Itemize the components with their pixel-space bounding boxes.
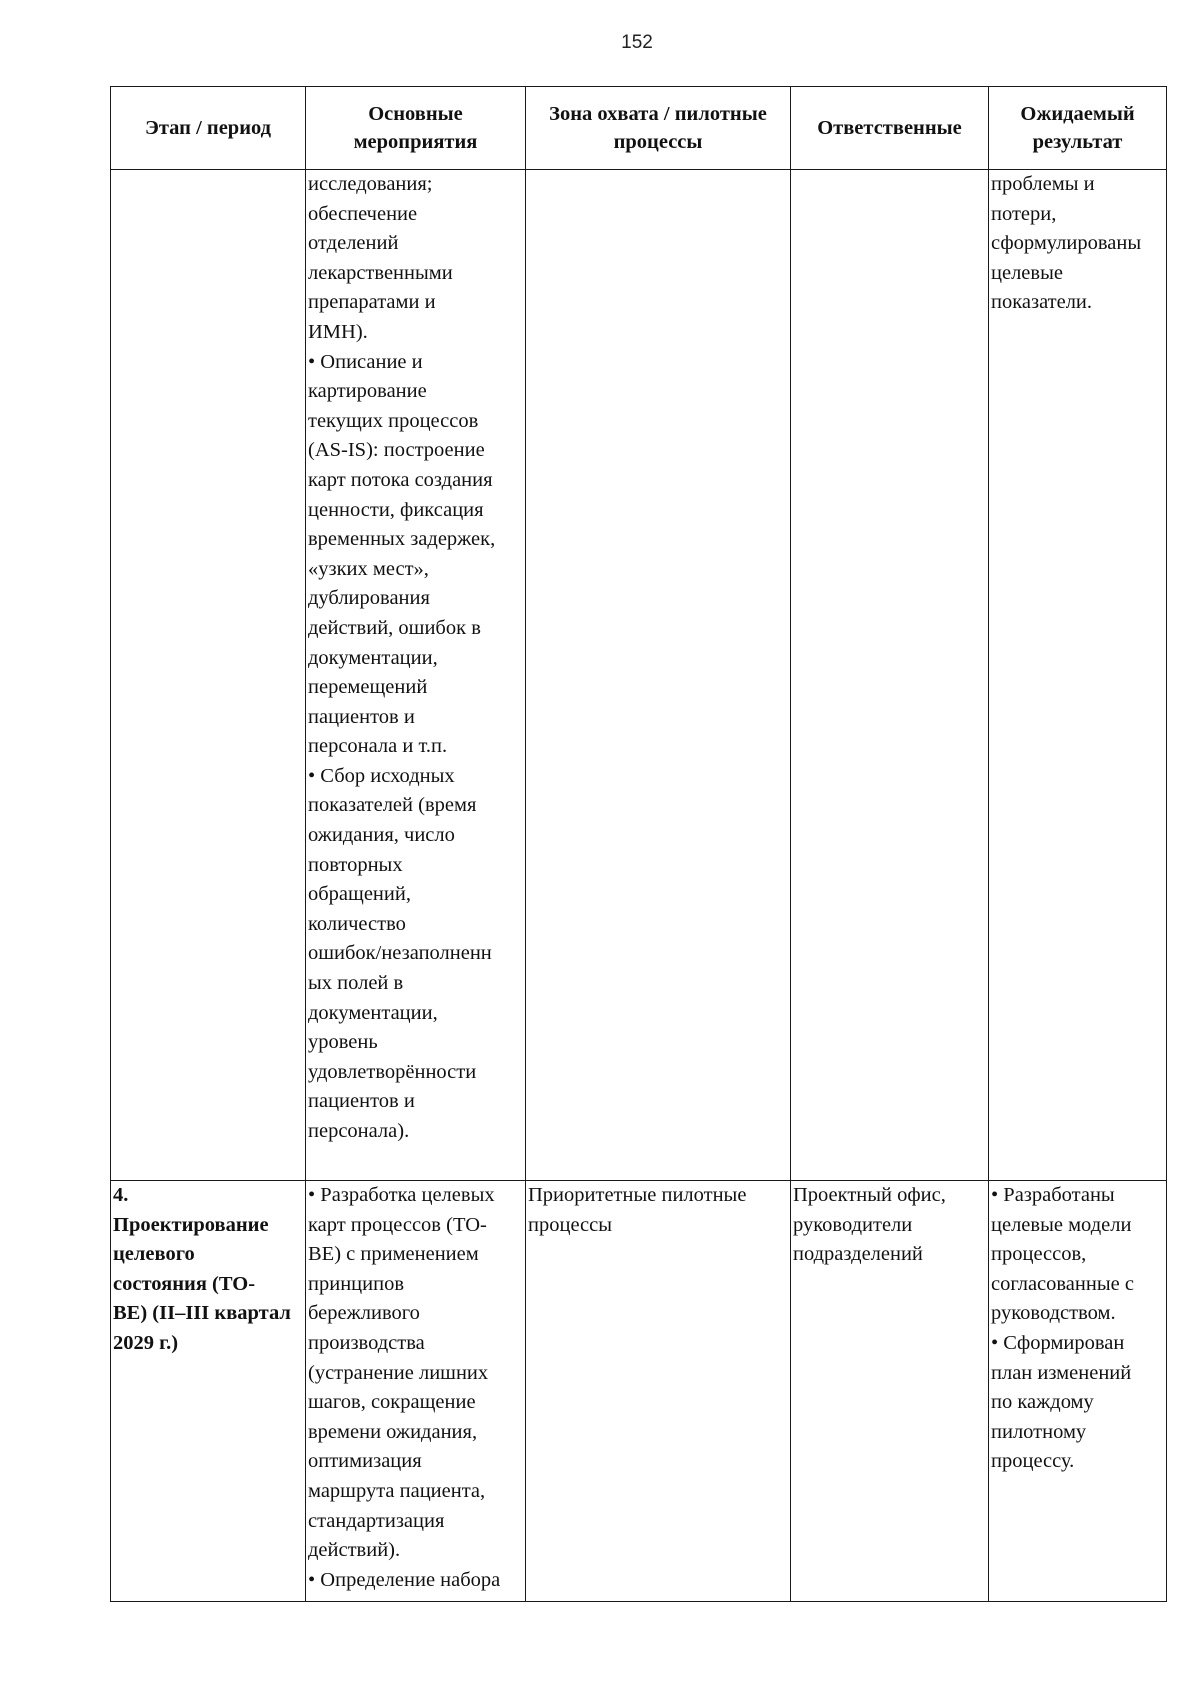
cell-line: препаратами и (308, 291, 436, 314)
cell-line: 2029 г.) (113, 1331, 179, 1354)
cell-line: процессу. (991, 1450, 1075, 1473)
cell-line: процессы (528, 1213, 613, 1236)
cell-line: руководством. (991, 1302, 1116, 1325)
header-activities: Основные мероприятия (306, 87, 526, 170)
cell-line: проблемы и (991, 173, 1095, 195)
stage-cell (111, 1181, 306, 1602)
cell-line: ИМН). (308, 320, 368, 343)
cell-line: сформулированы (991, 232, 1142, 255)
cell-line: ценности, фиксация (308, 498, 484, 521)
cell-line: пациентов и (308, 705, 415, 728)
cell-line: ошибок/незаполненн (308, 942, 492, 965)
cell-line: действий). (308, 1539, 401, 1562)
cell-line: лекарственными (308, 261, 453, 284)
responsible-cell (791, 170, 989, 1181)
responsible-cell (791, 1181, 989, 1602)
header-stage: Этап / период (111, 87, 306, 170)
cell-line: карт потока создания (308, 468, 493, 491)
cell-line: целевого (113, 1243, 195, 1266)
cell-line: времени ожидания, (308, 1420, 478, 1443)
cell-line: (AS-IS): построение (308, 439, 485, 462)
table-row (111, 170, 1167, 1181)
cell-line: • Разработка целевых (308, 1184, 495, 1206)
cell-line: • Описание и (308, 350, 423, 373)
cell-line: оптимизация (308, 1450, 422, 1473)
cell-line: персонала и т.п. (308, 735, 448, 758)
cell-line: маршрута пациента, (308, 1479, 486, 1502)
cell-line: текущих процессов (308, 409, 479, 432)
table-row (111, 1181, 1167, 1602)
cell-line: перемещений (308, 676, 428, 699)
header-scope: Зона охвата / пилотные процессы (526, 87, 791, 170)
cell-line: процессов, (991, 1243, 1087, 1266)
activities-cell (306, 1181, 526, 1602)
cell-line: ожидания, число (308, 824, 455, 847)
cell-line: удовлетворённости (308, 1060, 477, 1083)
cell-line: шагов, сокращение (308, 1391, 476, 1414)
cell-line: действий, ошибок в (308, 616, 481, 639)
cell-line: состояния (ТО- (113, 1272, 256, 1295)
cell-line: картирование (308, 380, 427, 403)
cell-line: Проектный офис, (793, 1184, 946, 1206)
cell-line: «узких мест», (308, 557, 429, 580)
cell-line: производства (308, 1331, 425, 1354)
cell-line: временных задержек, (308, 528, 496, 551)
cell-line: карт процессов (ТО- (308, 1213, 487, 1236)
cell-line: документации, (308, 1001, 438, 1024)
cell-line: пилотному (991, 1420, 1087, 1443)
scope-cell (526, 170, 791, 1181)
cell-line: ВЕ) (II–III квартал (113, 1302, 291, 1325)
cell-line: уровень (308, 1031, 378, 1054)
cell-line: показателей (время (308, 794, 477, 817)
page-number: 152 (621, 32, 653, 53)
cell-line: целевые модели (991, 1213, 1132, 1236)
cell-line: 4. (113, 1184, 129, 1206)
cell-line: повторных (308, 853, 403, 876)
table-header-row (111, 87, 1167, 170)
cell-line: потери, (991, 202, 1057, 225)
cell-line: план изменений (991, 1361, 1132, 1384)
cell-line: • Сформирован (991, 1331, 1125, 1354)
cell-line: обращений, (308, 883, 411, 906)
cell-line: отделений (308, 232, 399, 255)
cell-line: ых полей в (308, 972, 404, 995)
cell-line: стандартизация (308, 1509, 445, 1532)
cell-line: по каждому (991, 1391, 1094, 1414)
cell-line: документации, (308, 646, 438, 669)
activities-cell (306, 170, 526, 1181)
cell-line: • Сбор исходных (308, 764, 455, 787)
cell-line: Приоритетные пилотные (528, 1184, 747, 1206)
cell-line: руководители (793, 1213, 913, 1236)
plan-table (110, 86, 1167, 1602)
cell-line: (устранение лишних (308, 1361, 489, 1384)
cell-line: целевые (991, 261, 1063, 284)
scope-cell (526, 1181, 791, 1602)
cell-line: Проектирование (113, 1213, 269, 1236)
header-result: Ожидаемый результат (989, 87, 1167, 170)
cell-line: • Определение набора (308, 1568, 501, 1591)
cell-line: пациентов и (308, 1090, 415, 1113)
cell-line: ВЕ) с применением (308, 1243, 479, 1266)
cell-line: принципов (308, 1272, 405, 1295)
cell-line: количество (308, 912, 406, 935)
cell-line: подразделений (793, 1243, 923, 1266)
cell-line: согласованные с (991, 1272, 1134, 1295)
result-cell (989, 170, 1167, 1181)
cell-line: персонала). (308, 1120, 410, 1142)
cell-line: показатели. (991, 291, 1093, 314)
cell-line: исследования; (308, 173, 433, 195)
cell-line: дублирования (308, 587, 430, 610)
stage-cell (111, 170, 306, 1181)
cell-line: обеспечение (308, 202, 418, 225)
header-responsible: Ответственные (791, 87, 989, 170)
result-cell (989, 1181, 1167, 1602)
cell-line: • Разработаны (991, 1184, 1115, 1206)
cell-line: бережливого (308, 1302, 420, 1325)
